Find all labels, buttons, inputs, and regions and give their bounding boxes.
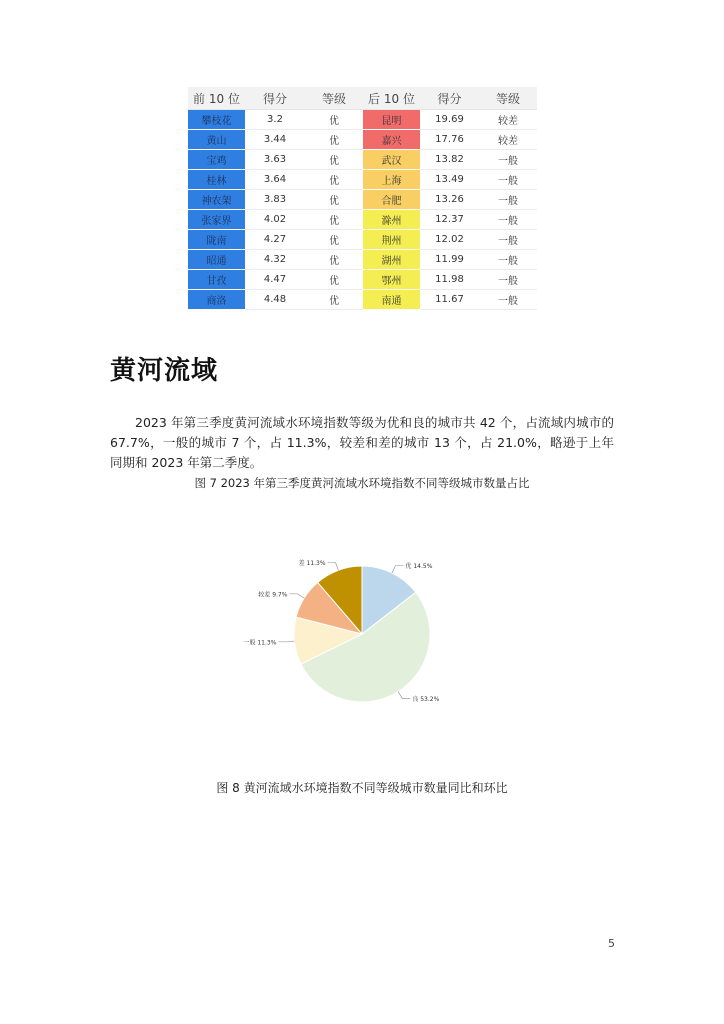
table-row bbox=[188, 150, 537, 170]
pie-leader-line-5 bbox=[328, 563, 339, 571]
score-cell: 4.47 bbox=[245, 270, 305, 290]
figure8-caption: 图 8 黄河流域水环境指数不同等级城市数量同比和环比 bbox=[216, 781, 508, 795]
score-cell: 12.37 bbox=[420, 210, 479, 230]
grade-cell: 优 bbox=[305, 230, 363, 250]
section-heading: 黄河流域 bbox=[110, 356, 219, 386]
top-city-cell: 桂林 bbox=[188, 170, 245, 190]
grade-cell: 较差 bbox=[479, 110, 537, 130]
top-city-cell: 黄山 bbox=[188, 130, 245, 150]
grade-cell: 一般 bbox=[479, 250, 537, 270]
score-cell: 11.99 bbox=[420, 250, 479, 270]
pie-label-3: 一般 11.3% bbox=[243, 639, 277, 647]
grade-cell: 优 bbox=[305, 170, 363, 190]
score-cell: 13.82 bbox=[420, 150, 479, 170]
score-cell: 12.02 bbox=[420, 230, 479, 250]
score-cell: 13.49 bbox=[420, 170, 479, 190]
header-grade: 等级 bbox=[479, 87, 537, 110]
table-row bbox=[188, 250, 537, 270]
grade-cell: 优 bbox=[305, 150, 363, 170]
top-city-cell: 昭通 bbox=[188, 250, 245, 270]
pie-chart bbox=[230, 548, 470, 708]
score-cell: 3.2 bbox=[245, 110, 305, 130]
table-row bbox=[188, 170, 537, 190]
score-cell: 4.02 bbox=[245, 210, 305, 230]
pie-label-4: 较差 9.7% bbox=[258, 591, 288, 599]
bottom-city-cell: 南通 bbox=[363, 290, 420, 310]
score-cell: 17.76 bbox=[420, 130, 479, 150]
pie-chart-svg bbox=[230, 548, 470, 708]
body-paragraph: 2023 年第三季度黄河流域水环境指数等级为优和良的城市共 42 个，占流域内城市的 67.7%，一般的城市 7 个，占 11.3%，较差和差的城市 13 个，占 21.0%，略逊于上年同期和 2023 年第二季度。 bbox=[110, 415, 614, 470]
header-score: 得分 bbox=[420, 87, 479, 110]
score-cell: 19.69 bbox=[420, 110, 479, 130]
top-city-cell: 攀枝花 bbox=[188, 110, 245, 130]
top-city-cell: 神农架 bbox=[188, 190, 245, 210]
bottom-city-cell: 湖州 bbox=[363, 250, 420, 270]
table-row bbox=[188, 230, 537, 250]
bottom-city-cell: 鄂州 bbox=[363, 270, 420, 290]
pie-label-2: 良 53.2% bbox=[412, 695, 440, 703]
grade-cell: 一般 bbox=[479, 270, 537, 290]
top-city-cell: 宝鸡 bbox=[188, 150, 245, 170]
grade-cell: 一般 bbox=[479, 210, 537, 230]
pie-leader-line-4 bbox=[289, 594, 304, 598]
bottom-city-cell: 荆州 bbox=[363, 230, 420, 250]
grade-cell: 优 bbox=[305, 190, 363, 210]
grade-cell: 较差 bbox=[479, 130, 537, 150]
score-cell: 13.26 bbox=[420, 190, 479, 210]
score-cell: 11.67 bbox=[420, 290, 479, 310]
table-row bbox=[188, 130, 537, 150]
table-row bbox=[188, 290, 537, 310]
score-cell: 11.98 bbox=[420, 270, 479, 290]
grade-cell: 一般 bbox=[479, 290, 537, 310]
grade-cell: 优 bbox=[305, 270, 363, 290]
pie-label-1: 优 14.5% bbox=[405, 563, 433, 571]
figure7-caption: 图 7 2023 年第三季度黄河流域水环境指数不同等级城市数量占比 bbox=[194, 476, 530, 490]
grade-cell: 优 bbox=[305, 290, 363, 310]
pie-leader-line-3 bbox=[278, 641, 294, 642]
top-city-cell: 商洛 bbox=[188, 290, 245, 310]
pie-label-5: 差 11.3% bbox=[298, 560, 326, 568]
score-cell: 3.83 bbox=[245, 190, 305, 210]
grade-cell: 一般 bbox=[479, 150, 537, 170]
bottom-city-cell: 上海 bbox=[363, 170, 420, 190]
grade-cell: 优 bbox=[305, 210, 363, 230]
page-number: 5 bbox=[608, 937, 615, 950]
ranking-table bbox=[188, 87, 537, 310]
score-cell: 4.27 bbox=[245, 230, 305, 250]
table-row bbox=[188, 190, 537, 210]
table-row bbox=[188, 210, 537, 230]
grade-cell: 一般 bbox=[479, 190, 537, 210]
table-row bbox=[188, 110, 537, 130]
header-grade: 等级 bbox=[305, 87, 363, 110]
header-score: 得分 bbox=[245, 87, 305, 110]
score-cell: 4.32 bbox=[245, 250, 305, 270]
header-top10: 前 10 位 bbox=[188, 87, 245, 110]
table-row bbox=[188, 270, 537, 290]
pie-leader-line-2 bbox=[398, 692, 410, 699]
grade-cell: 优 bbox=[305, 110, 363, 130]
pie-leader-line-1 bbox=[392, 566, 404, 573]
bottom-city-cell: 昆明 bbox=[363, 110, 420, 130]
grade-cell: 优 bbox=[305, 250, 363, 270]
grade-cell: 一般 bbox=[479, 230, 537, 250]
bottom-city-cell: 合肥 bbox=[363, 190, 420, 210]
top-city-cell: 陇南 bbox=[188, 230, 245, 250]
table-header-row bbox=[188, 87, 537, 110]
score-cell: 3.63 bbox=[245, 150, 305, 170]
grade-cell: 一般 bbox=[479, 170, 537, 190]
top-city-cell: 张家界 bbox=[188, 210, 245, 230]
bottom-city-cell: 武汉 bbox=[363, 150, 420, 170]
grade-cell: 优 bbox=[305, 130, 363, 150]
score-cell: 4.48 bbox=[245, 290, 305, 310]
top-city-cell: 甘孜 bbox=[188, 270, 245, 290]
bottom-city-cell: 嘉兴 bbox=[363, 130, 420, 150]
header-bottom10: 后 10 位 bbox=[363, 87, 420, 110]
bottom-city-cell: 滁州 bbox=[363, 210, 420, 230]
score-cell: 3.64 bbox=[245, 170, 305, 190]
score-cell: 3.44 bbox=[245, 130, 305, 150]
